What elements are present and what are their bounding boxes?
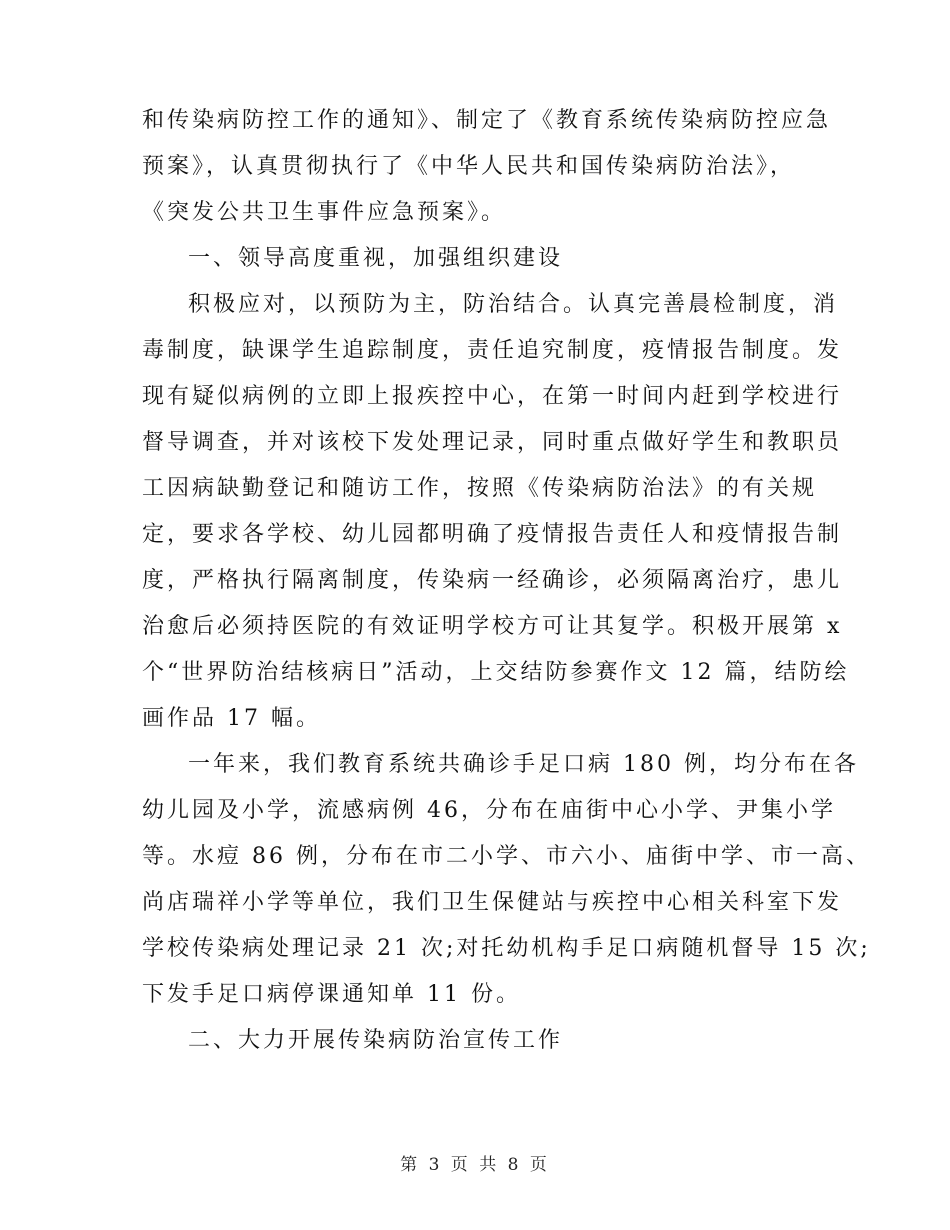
text-line: 治愈后必须持医院的有效证明学校方可让其复学。积极开展第 x	[142, 614, 843, 639]
text-line: 和传染病防控工作的通知》、制定了《教育系统传染病防控应急	[142, 108, 832, 133]
text-line: 一年来，我们教育系统共确诊手足口病 180 例，均分布在各	[188, 752, 859, 777]
section-heading: 一、领导高度重视，加强组织建设	[188, 246, 564, 271]
text-line: 下发手足口病停课通知单 11 份。	[142, 982, 521, 1007]
section-heading: 二、大力开展传染病防治宣传工作	[188, 1028, 564, 1053]
text-line: 《突发公共卫生事件应急预案》。	[142, 200, 507, 225]
text-line: 督导调查，并对该校下发处理记录，同时重点做好学生和教职员	[142, 430, 843, 455]
text-line: 画作品 17 幅。	[142, 706, 321, 731]
document-body	[142, 98, 871, 1064]
text-line: 等。水痘 86 例，分布在市二小学、市六小、庙街中学、市一高、	[142, 844, 871, 869]
text-line: 预案》，认真贯彻执行了《中华人民共和国传染病防治法》，	[142, 154, 796, 179]
text-line: 积极应对，以预防为主，防治结合。认真完善晨检制度，消	[188, 292, 839, 317]
text-line: 幼儿园及小学，流感病例 46，分布在庙街中心小学、尹集小学	[142, 798, 836, 823]
text-line: 现有疑似病例的立即上报疾控中心，在第一时间内赶到学校进行	[142, 384, 843, 409]
page-footer: 第 3 页 共 8 页	[400, 1155, 550, 1175]
text-line: 定，要求各学校、幼儿园都明确了疫情报告责任人和疫情报告制	[142, 522, 843, 547]
text-line: 毒制度，缺课学生追踪制度，责任追究制度，疫情报告制度。发	[142, 338, 843, 363]
text-line: 度，严格执行隔离制度，传染病一经确诊，必须隔离治疗，患儿	[142, 568, 843, 593]
text-line: 工因病缺勤登记和随访工作，按照《传染病防治法》的有关规	[142, 476, 818, 501]
text-line: 尚店瑞祥小学等单位，我们卫生保健站与疾控中心相关科室下发	[142, 890, 843, 915]
text-line: 个“世界防治结核病日”活动，上交结防参赛作文 12 篇，结防绘	[142, 660, 850, 685]
text-line: 学校传染病处理记录 21 次;对托幼机构手足口病随机督导 15 次;	[142, 936, 871, 961]
